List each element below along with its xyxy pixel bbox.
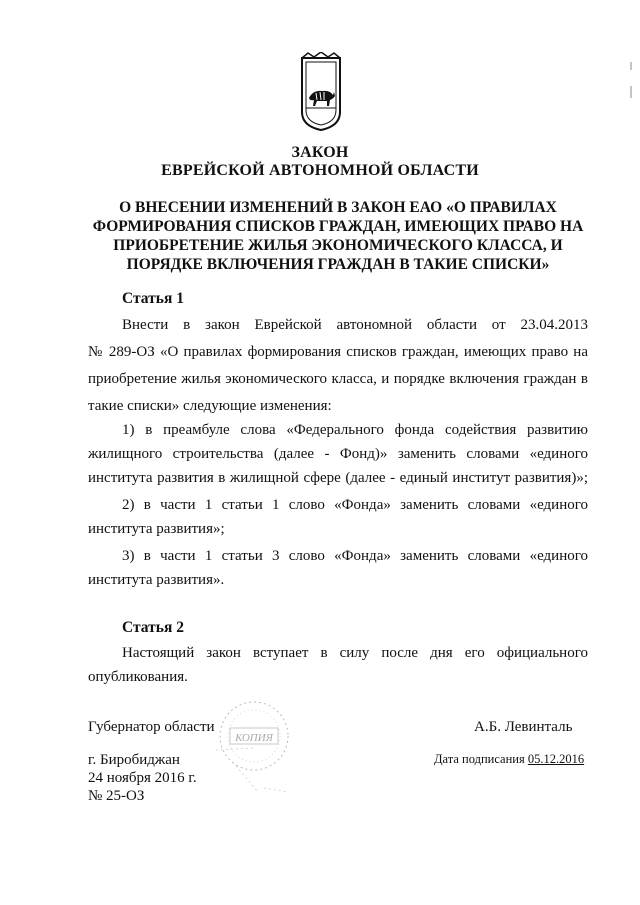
law-number: № 25-ОЗ	[88, 788, 145, 804]
article-1-line: института развития в жилищной сфере (далее - единый институт развития)»;	[88, 470, 588, 486]
article-2-line: Настоящий закон вступает в силу после дня его официального	[122, 645, 588, 661]
article-1-line: приобретение жилья экономического класса, и порядке включения граждан в	[88, 371, 588, 387]
subject-line: О ВНЕСЕНИИ ИЗМЕНЕНИЙ В ЗАКОН ЕАО «О ПРАВИЛАХ	[119, 199, 557, 216]
signing-city: г. Биробиджан	[88, 752, 180, 768]
article-2-heading: Статья 2	[122, 619, 184, 636]
law-label: ЗАКОН	[291, 144, 349, 161]
article-1-line: 3) в части 1 статьи 3 слово «Фонда» заменить словами «единого	[122, 548, 588, 564]
subject-line: ПРИОБРЕТЕНИЕ ЖИЛЬЯ ЭКОНОМИЧЕСКОГО КЛАССА, И	[113, 237, 563, 254]
signatory-position: Губернатор области	[88, 719, 215, 735]
article-1-line: № 289-ОЗ «О правилах формирования списков граждан, имеющих право на	[88, 344, 588, 360]
article-1-heading: Статья 1	[122, 290, 184, 307]
sign-date-value: 05.12.2016	[527, 752, 585, 766]
signing-date: 24 ноября 2016 г.	[88, 770, 197, 786]
coat-of-arms-icon	[300, 52, 342, 132]
article-1-line: института развития»;	[88, 521, 225, 537]
copy-stamp	[196, 688, 306, 808]
subject-line: ПОРЯДКЕ ВКЛЮЧЕНИЯ ГРАЖДАН В ТАКИЕ СПИСКИ»	[126, 256, 550, 273]
article-1-line: жилищного строительства (далее - Фонд)» заменить словами «единого	[88, 446, 588, 462]
article-1-line: 1) в преамбуле слова «Федерального фонда содействия развитию	[122, 422, 588, 438]
subject-line: ФОРМИРОВАНИЯ СПИСКОВ ГРАЖДАН, ИМЕЮЩИХ ПРАВО НА	[92, 218, 584, 235]
stamp-text: КОПИЯ	[235, 732, 273, 744]
article-1-line: 2) в части 1 статьи 1 слово «Фонда» заменить словами «единого	[122, 497, 588, 513]
law-subject	[88, 198, 588, 274]
sign-date	[434, 752, 584, 767]
article-1-line: Внести в закон Еврейской автономной области от 23.04.2013	[122, 317, 588, 333]
article-2-line: опубликования.	[88, 669, 188, 685]
article-1-line: такие списки» следующие изменения:	[88, 398, 332, 414]
sign-date-label: Дата подписания	[434, 752, 525, 766]
scan-edge-mark	[628, 60, 634, 100]
region-name: ЕВРЕЙСКОЙ АВТОНОМНОЙ ОБЛАСТИ	[161, 162, 479, 179]
signatory-name: А.Б. Левинталь	[474, 719, 573, 735]
article-1-line: института развития».	[88, 572, 225, 588]
